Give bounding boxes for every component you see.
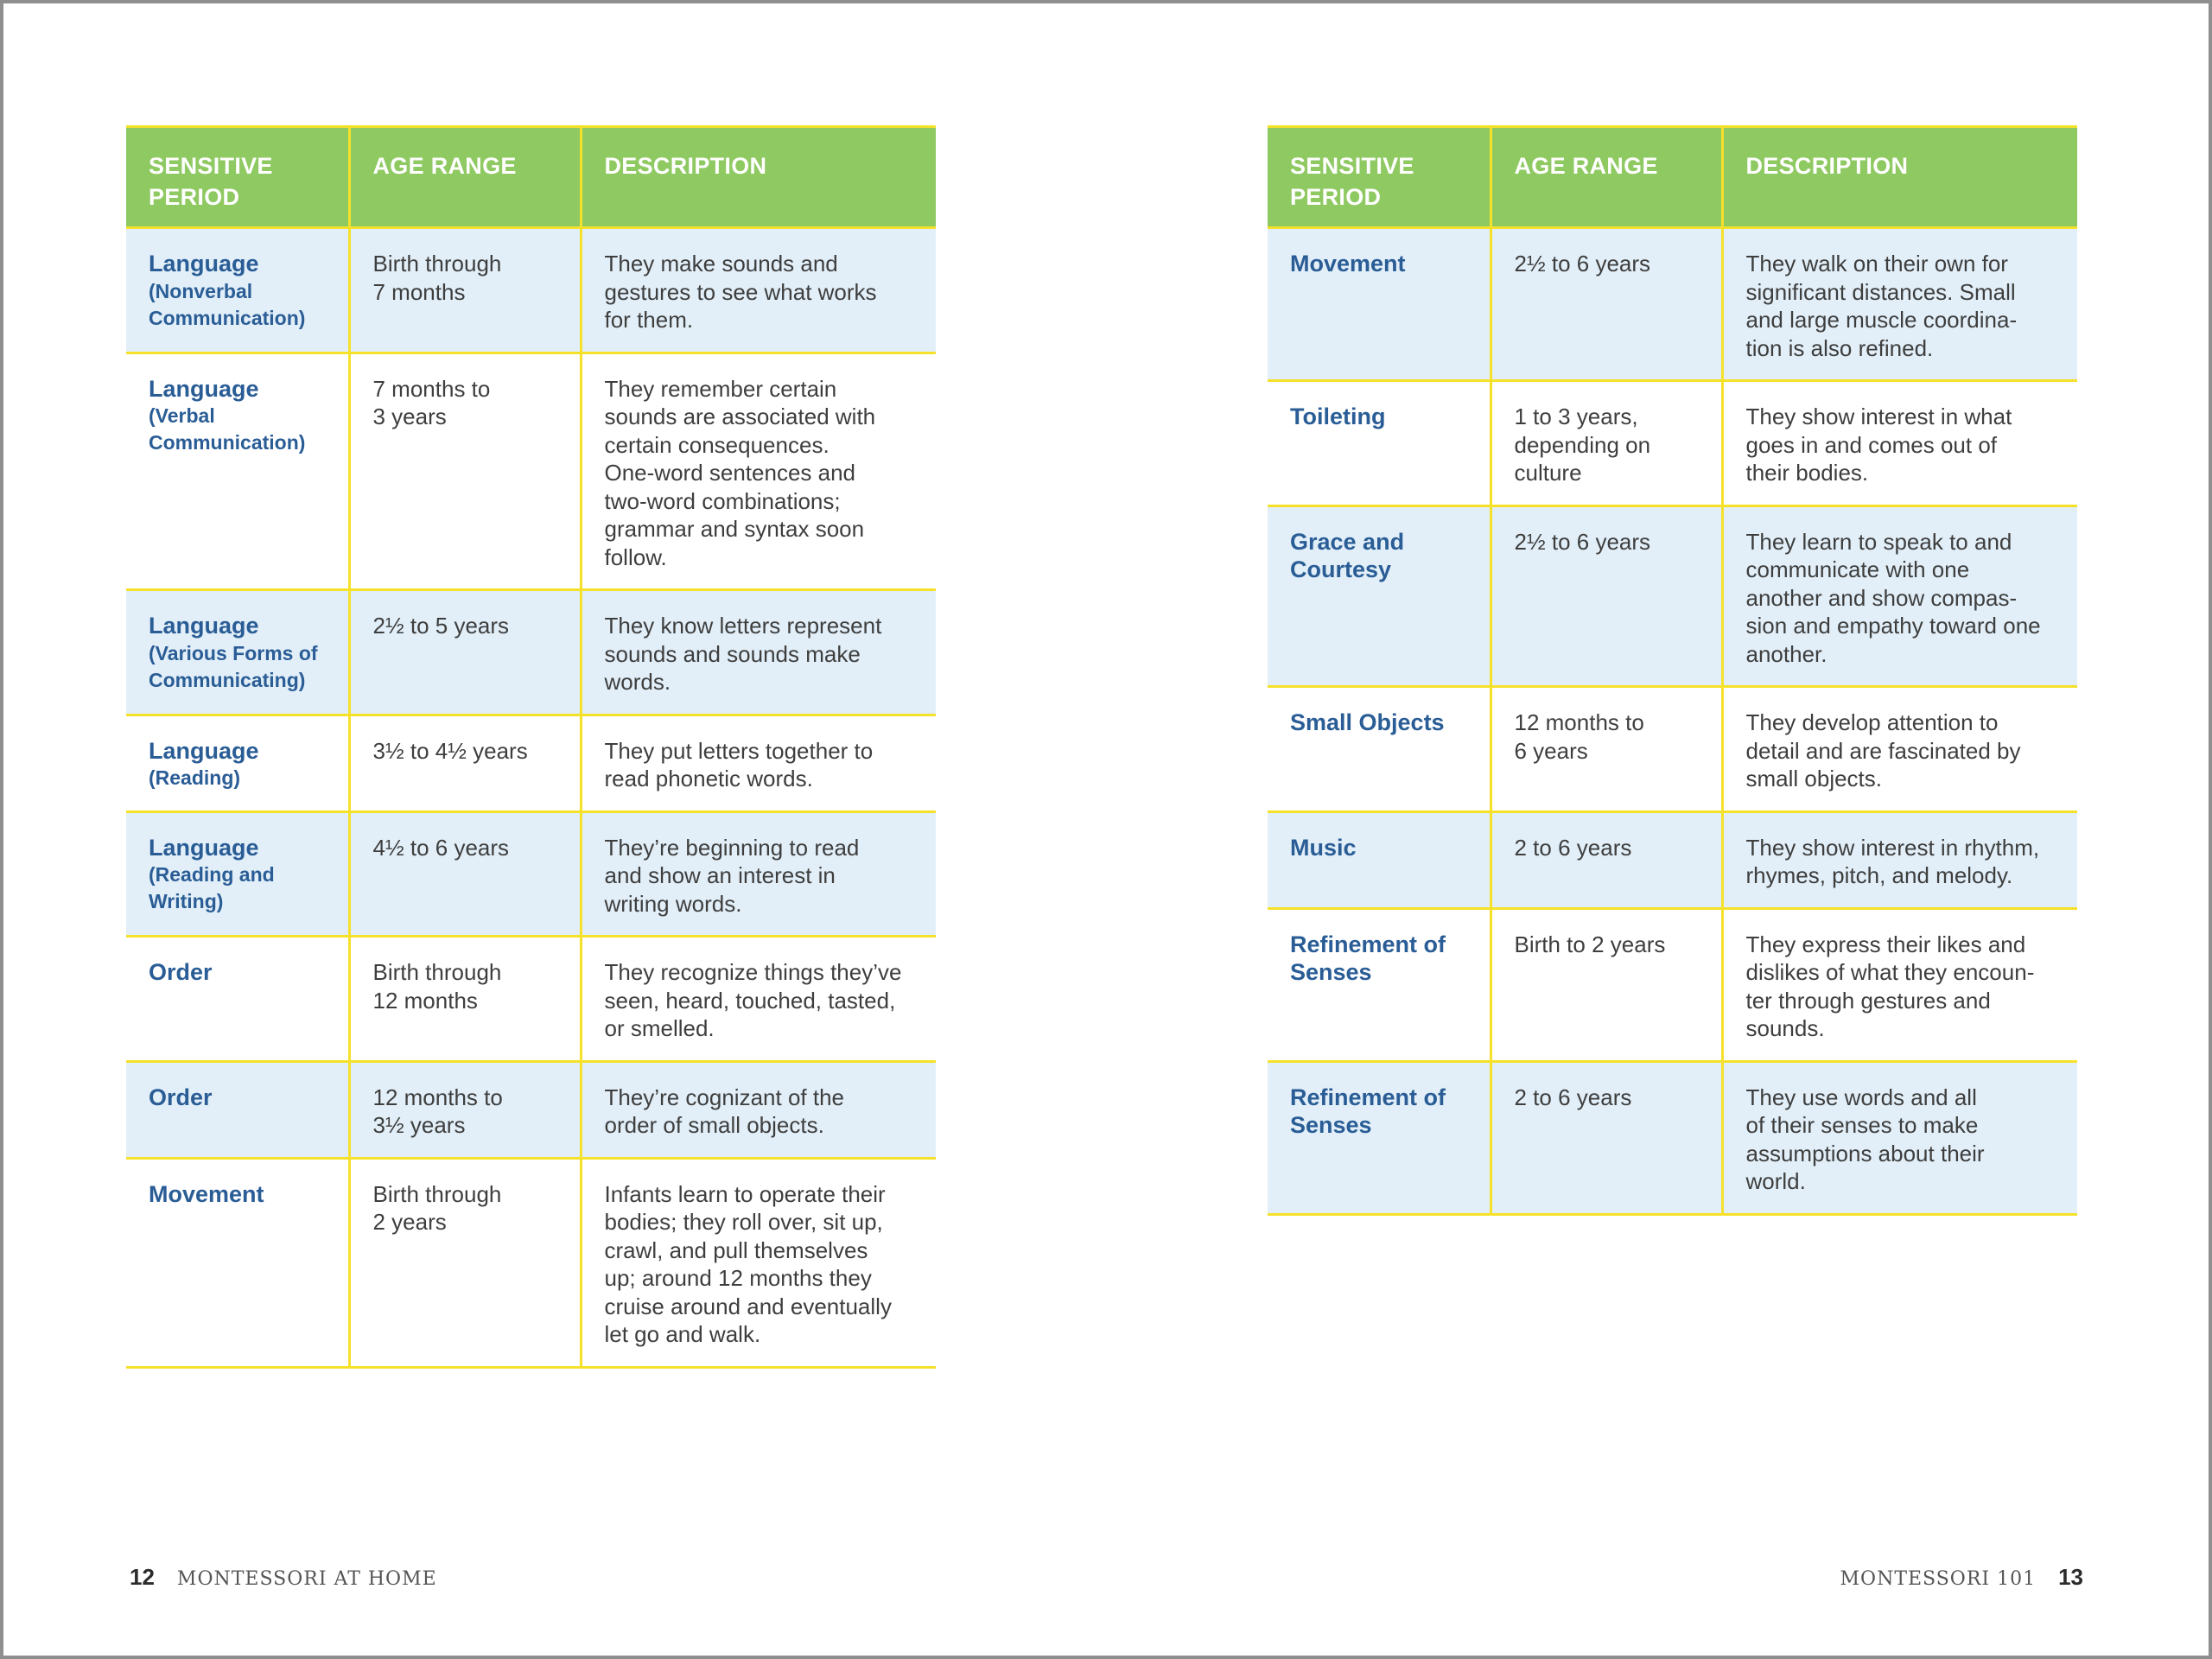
period-name: Order	[149, 1084, 213, 1110]
table-row	[126, 811, 936, 937]
period-cell	[1268, 1061, 1491, 1214]
period-qualifier: Writing)	[149, 890, 224, 912]
period-name: Language	[149, 251, 259, 276]
left-sensitive-periods-table	[126, 125, 936, 1369]
period-name: Music	[1290, 834, 1357, 861]
period-cell	[1268, 811, 1491, 908]
description-cell: They walk on their own for significant distances. Small and large muscle coordina- tion is also refined.	[1722, 228, 2077, 381]
age-cell: 1 to 3 years, depending on culture	[1491, 381, 1722, 506]
age-cell: Birth through 2 years	[349, 1158, 581, 1367]
period-cell	[1268, 381, 1491, 506]
period-name: Small Objects	[1290, 709, 1445, 735]
period-name: Language	[149, 375, 259, 402]
header-description: DESCRIPTION	[1722, 127, 2077, 228]
age-cell: 2½ to 6 years	[1491, 228, 1722, 381]
period-name: Movement	[1290, 251, 1406, 276]
period-cell	[1268, 228, 1491, 381]
period-name: Senses	[1290, 1112, 1372, 1138]
description-cell: They’re cognizant of the order of small objects.	[581, 1061, 936, 1158]
description-cell: They learn to speak to and communicate with one another and show compas- sion and empathy toward one another.	[1722, 505, 2077, 687]
age-cell: 3½ to 4½ years	[349, 715, 581, 811]
description-cell: They know letters represent sounds and sounds make words.	[581, 590, 936, 715]
age-cell: 2 to 6 years	[1491, 1061, 1722, 1214]
table-header-row	[126, 127, 936, 228]
age-cell: Birth through 12 months	[349, 937, 581, 1062]
period-name: Courtesy	[1290, 556, 1392, 582]
description-cell: They make sounds and gestures to see what works for them.	[581, 228, 936, 353]
description-cell: They use words and all of their senses to make assumptions about their world.	[1722, 1061, 2077, 1214]
description-cell: They show interest in rhythm, rhymes, pitch, and melody.	[1722, 811, 2077, 908]
period-cell	[1268, 687, 1491, 812]
period-qualifier: (Reading and	[149, 863, 275, 886]
running-title: MONTESSORI 101	[1840, 1568, 2037, 1590]
page-number: 13	[2058, 1564, 2083, 1590]
period-cell	[1268, 908, 1491, 1061]
period-name: Language	[149, 834, 259, 861]
age-cell: Birth through 7 months	[349, 228, 581, 353]
period-qualifier: Communicating)	[149, 668, 306, 691]
description-cell: They’re beginning to read and show an interest in writing words.	[581, 811, 936, 937]
period-cell	[126, 811, 349, 937]
right-page-table-wrapper	[1268, 125, 2077, 1216]
table-header-row	[1268, 127, 2077, 228]
table-row	[1268, 811, 2077, 908]
description-cell: Infants learn to operate their bodies; they roll over, sit up, crawl, and pull themselves up; around 12 months they cruise around and eventually let go and walk.	[581, 1158, 936, 1367]
period-name: Toileting	[1290, 404, 1386, 429]
period-qualifier: (Nonverbal	[149, 279, 253, 302]
age-cell: 12 months to 6 years	[1491, 687, 1722, 812]
description-cell: They develop attention to detail and are fascinated by small objects.	[1722, 687, 2077, 812]
right-sensitive-periods-table	[1268, 125, 2077, 1216]
table-row	[1268, 505, 2077, 687]
period-qualifier: (Verbal	[149, 404, 215, 427]
period-qualifier: (Reading)	[149, 766, 241, 789]
period-name: Senses	[1290, 959, 1372, 985]
description-cell: They remember certain sounds are associated with certain consequences. One-word sentences and two-word combinations; grammar and syntax soon follow.	[581, 353, 936, 590]
period-qualifier: (Various Forms of	[149, 641, 318, 664]
period-cell	[1268, 505, 1491, 687]
period-cell	[126, 590, 349, 715]
age-cell: 12 months to 3½ years	[349, 1061, 581, 1158]
period-qualifier: Communication)	[149, 431, 306, 454]
age-cell: Birth to 2 years	[1491, 908, 1722, 1061]
description-cell: They show interest in what goes in and comes out of their bodies.	[1722, 381, 2077, 506]
period-name: Grace and	[1290, 528, 1405, 555]
period-cell	[126, 1158, 349, 1367]
table-row	[1268, 687, 2077, 812]
age-cell: 7 months to 3 years	[349, 353, 581, 590]
running-title: MONTESSORI AT HOME	[176, 1568, 437, 1590]
age-cell: 4½ to 6 years	[349, 811, 581, 937]
period-name: Language	[149, 737, 259, 764]
period-cell	[126, 353, 349, 590]
age-cell: 2½ to 6 years	[1491, 505, 1722, 687]
table-row	[1268, 908, 2077, 1061]
table-row	[1268, 228, 2077, 381]
age-cell: 2 to 6 years	[1491, 811, 1722, 908]
age-cell: 2½ to 5 years	[349, 590, 581, 715]
table-row	[126, 1061, 936, 1158]
header-age-range: AGE RANGE	[1491, 127, 1722, 228]
period-cell	[126, 1061, 349, 1158]
table-row	[126, 937, 936, 1062]
table-row	[126, 715, 936, 811]
table-row	[126, 590, 936, 715]
header-age-range: AGE RANGE	[349, 127, 581, 228]
period-name: Movement	[149, 1180, 264, 1207]
description-cell: They express their likes and dislikes of what they encoun- ter through gestures and sounds.	[1722, 908, 2077, 1061]
header-description: DESCRIPTION	[581, 127, 936, 228]
header-sensitive-period: SENSITIVE PERIOD	[126, 127, 349, 228]
page-number: 12	[130, 1564, 155, 1590]
table-row	[126, 228, 936, 353]
table-row	[126, 1158, 936, 1367]
left-page-footer	[130, 1564, 437, 1591]
left-page-table-wrapper	[126, 125, 936, 1369]
period-name: Order	[149, 959, 213, 985]
period-cell	[126, 228, 349, 353]
right-page-footer	[1840, 1564, 2084, 1591]
table-row	[1268, 381, 2077, 506]
period-cell	[126, 937, 349, 1062]
period-name: Refinement of	[1290, 1084, 1446, 1110]
header-sensitive-period: SENSITIVE PERIOD	[1268, 127, 1491, 228]
table-row	[126, 353, 936, 590]
description-cell: They recognize things they’ve seen, heard, touched, tasted, or smelled.	[581, 937, 936, 1062]
period-qualifier: Communication)	[149, 306, 306, 329]
description-cell: They put letters together to read phonetic words.	[581, 715, 936, 811]
period-cell	[126, 715, 349, 811]
period-name: Refinement of	[1290, 931, 1446, 957]
table-row	[1268, 1061, 2077, 1214]
period-name: Language	[149, 613, 259, 639]
